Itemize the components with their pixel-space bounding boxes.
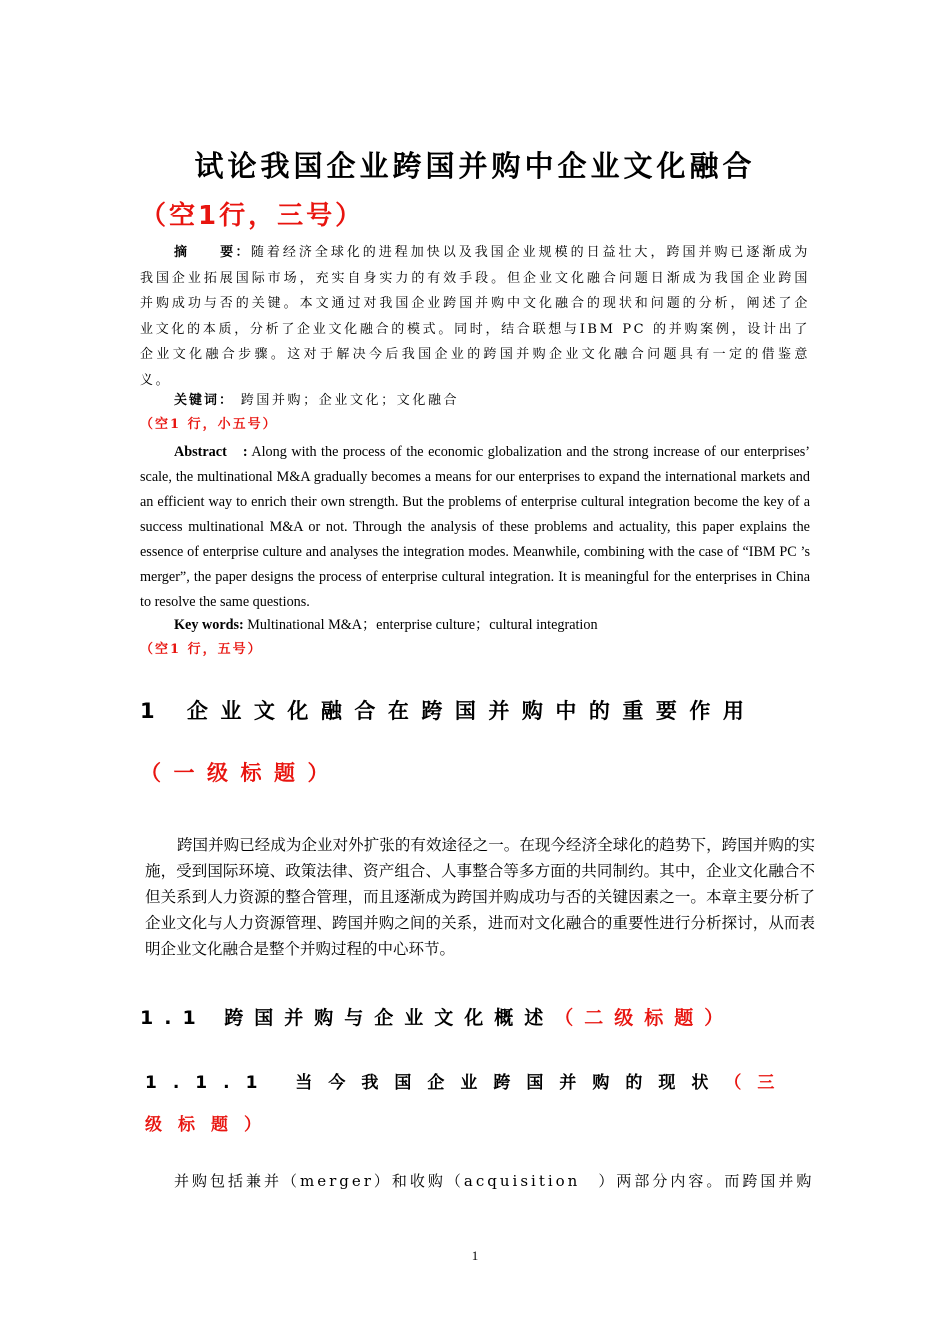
keywords-en-label: Key words: — [174, 617, 244, 633]
keywords-en — [174, 615, 598, 635]
heading-level-2-note: （二级标题） — [554, 1007, 735, 1029]
heading-level-2 — [140, 1000, 734, 1036]
keywords-cn — [174, 391, 459, 411]
keywords-cn-label: 关键词： — [174, 393, 235, 408]
heading-level-3 — [145, 1062, 815, 1146]
heading-level-1-text: 1 企业文化融合在跨国并购中的重要作用 — [140, 699, 757, 723]
heading-level-2-text: 1.1 跨国并购与企业文化概述 — [140, 1007, 555, 1029]
body-paragraph-2: 并购包括兼并（merger）和收购（acquisition ）两部分内容。而跨国并购 — [174, 1172, 815, 1190]
abstract-en-label: Abstract : — [174, 444, 248, 460]
keywords-en-text: Multinational M&A；enterprise culture；cultural integration — [247, 617, 598, 633]
document-title: 试论我国企业跨国并购中企业文化融合 — [194, 149, 756, 183]
abstract-en — [140, 440, 810, 615]
heading-level-1 — [140, 680, 810, 804]
format-note-keywords-cn: （空1 行，小五号） — [140, 417, 278, 432]
heading-level-1-note: （一级标题） — [140, 761, 341, 785]
keywords-cn-text: 跨国并购；企业文化；文化融合 — [240, 393, 460, 408]
heading-level-3-note: （三级标题） — [145, 1073, 791, 1135]
heading-level-3-text: 1.1.1 当今我国企业跨国并购的现状 — [145, 1073, 725, 1093]
abstract-en-text: Along with the process of the economic globalization and the strong increase of our enterprises’ scale, the multinational M&A gradually becomes a means for our enterprises to expand the international markets and an efficient way to enrich their own strength. But the problems of enterprise cultural integration become the key of a success multinational M&A or not. Through the analysis of these problems and actuality, this paper explains the essence of enterprise culture and analyses the integration modes. Meanwhile, combining with the case of “IBM PC ’s merger”, the paper designs the process of enterprise cultural integration. It is meaningful for the enterprises in China to resolve the same questions. — [140, 444, 811, 610]
format-note-keywords-en: （空1 行，五号） — [140, 642, 263, 657]
abstract-cn — [140, 240, 810, 393]
format-note-title: （空1行，三号） — [140, 201, 365, 231]
abstract-cn-label: 摘 要： — [174, 245, 251, 260]
abstract-cn-text: 随着经济全球化的进程加快以及我国企业规模的日益壮大，跨国并购已逐渐成为我国企业拓展国际市场，充实自身实力的有效手段。但企业文化融合问题日渐成为我国企业跨国并购成功与否的关键。本文通过对我国企业跨国并购中文化融合的现状和问题的分析，阐述了企业文化的本质，分析了企业文化融合的模式。同时，结合联想与IBM PC 的并购案例，设计出了企业文化融合步骤。这对于解决今后我国企业的跨国并购企业文化融合问题具有一定的借鉴意义。 — [140, 245, 810, 388]
body-paragraph-1: 跨国并购已经成为企业对外扩张的有效途径之一。在现今经济全球化的趋势下，跨国并购的实施，受到国际环境、政策法律、资产组合、人事整合等多方面的共同制约。其中，企业文化融合不但关系到人力资源的整合管理，而且逐渐成为跨国并购成功与否的关键因素之一。本章主要分析了企业文化与人力资源管理、跨国并购之间的关系，进而对文化融合的重要性进行分析探讨，从而表明企业文化融合是整个并购过程的中心环节。 — [145, 836, 815, 958]
page-number: 1 — [471, 1248, 479, 1263]
